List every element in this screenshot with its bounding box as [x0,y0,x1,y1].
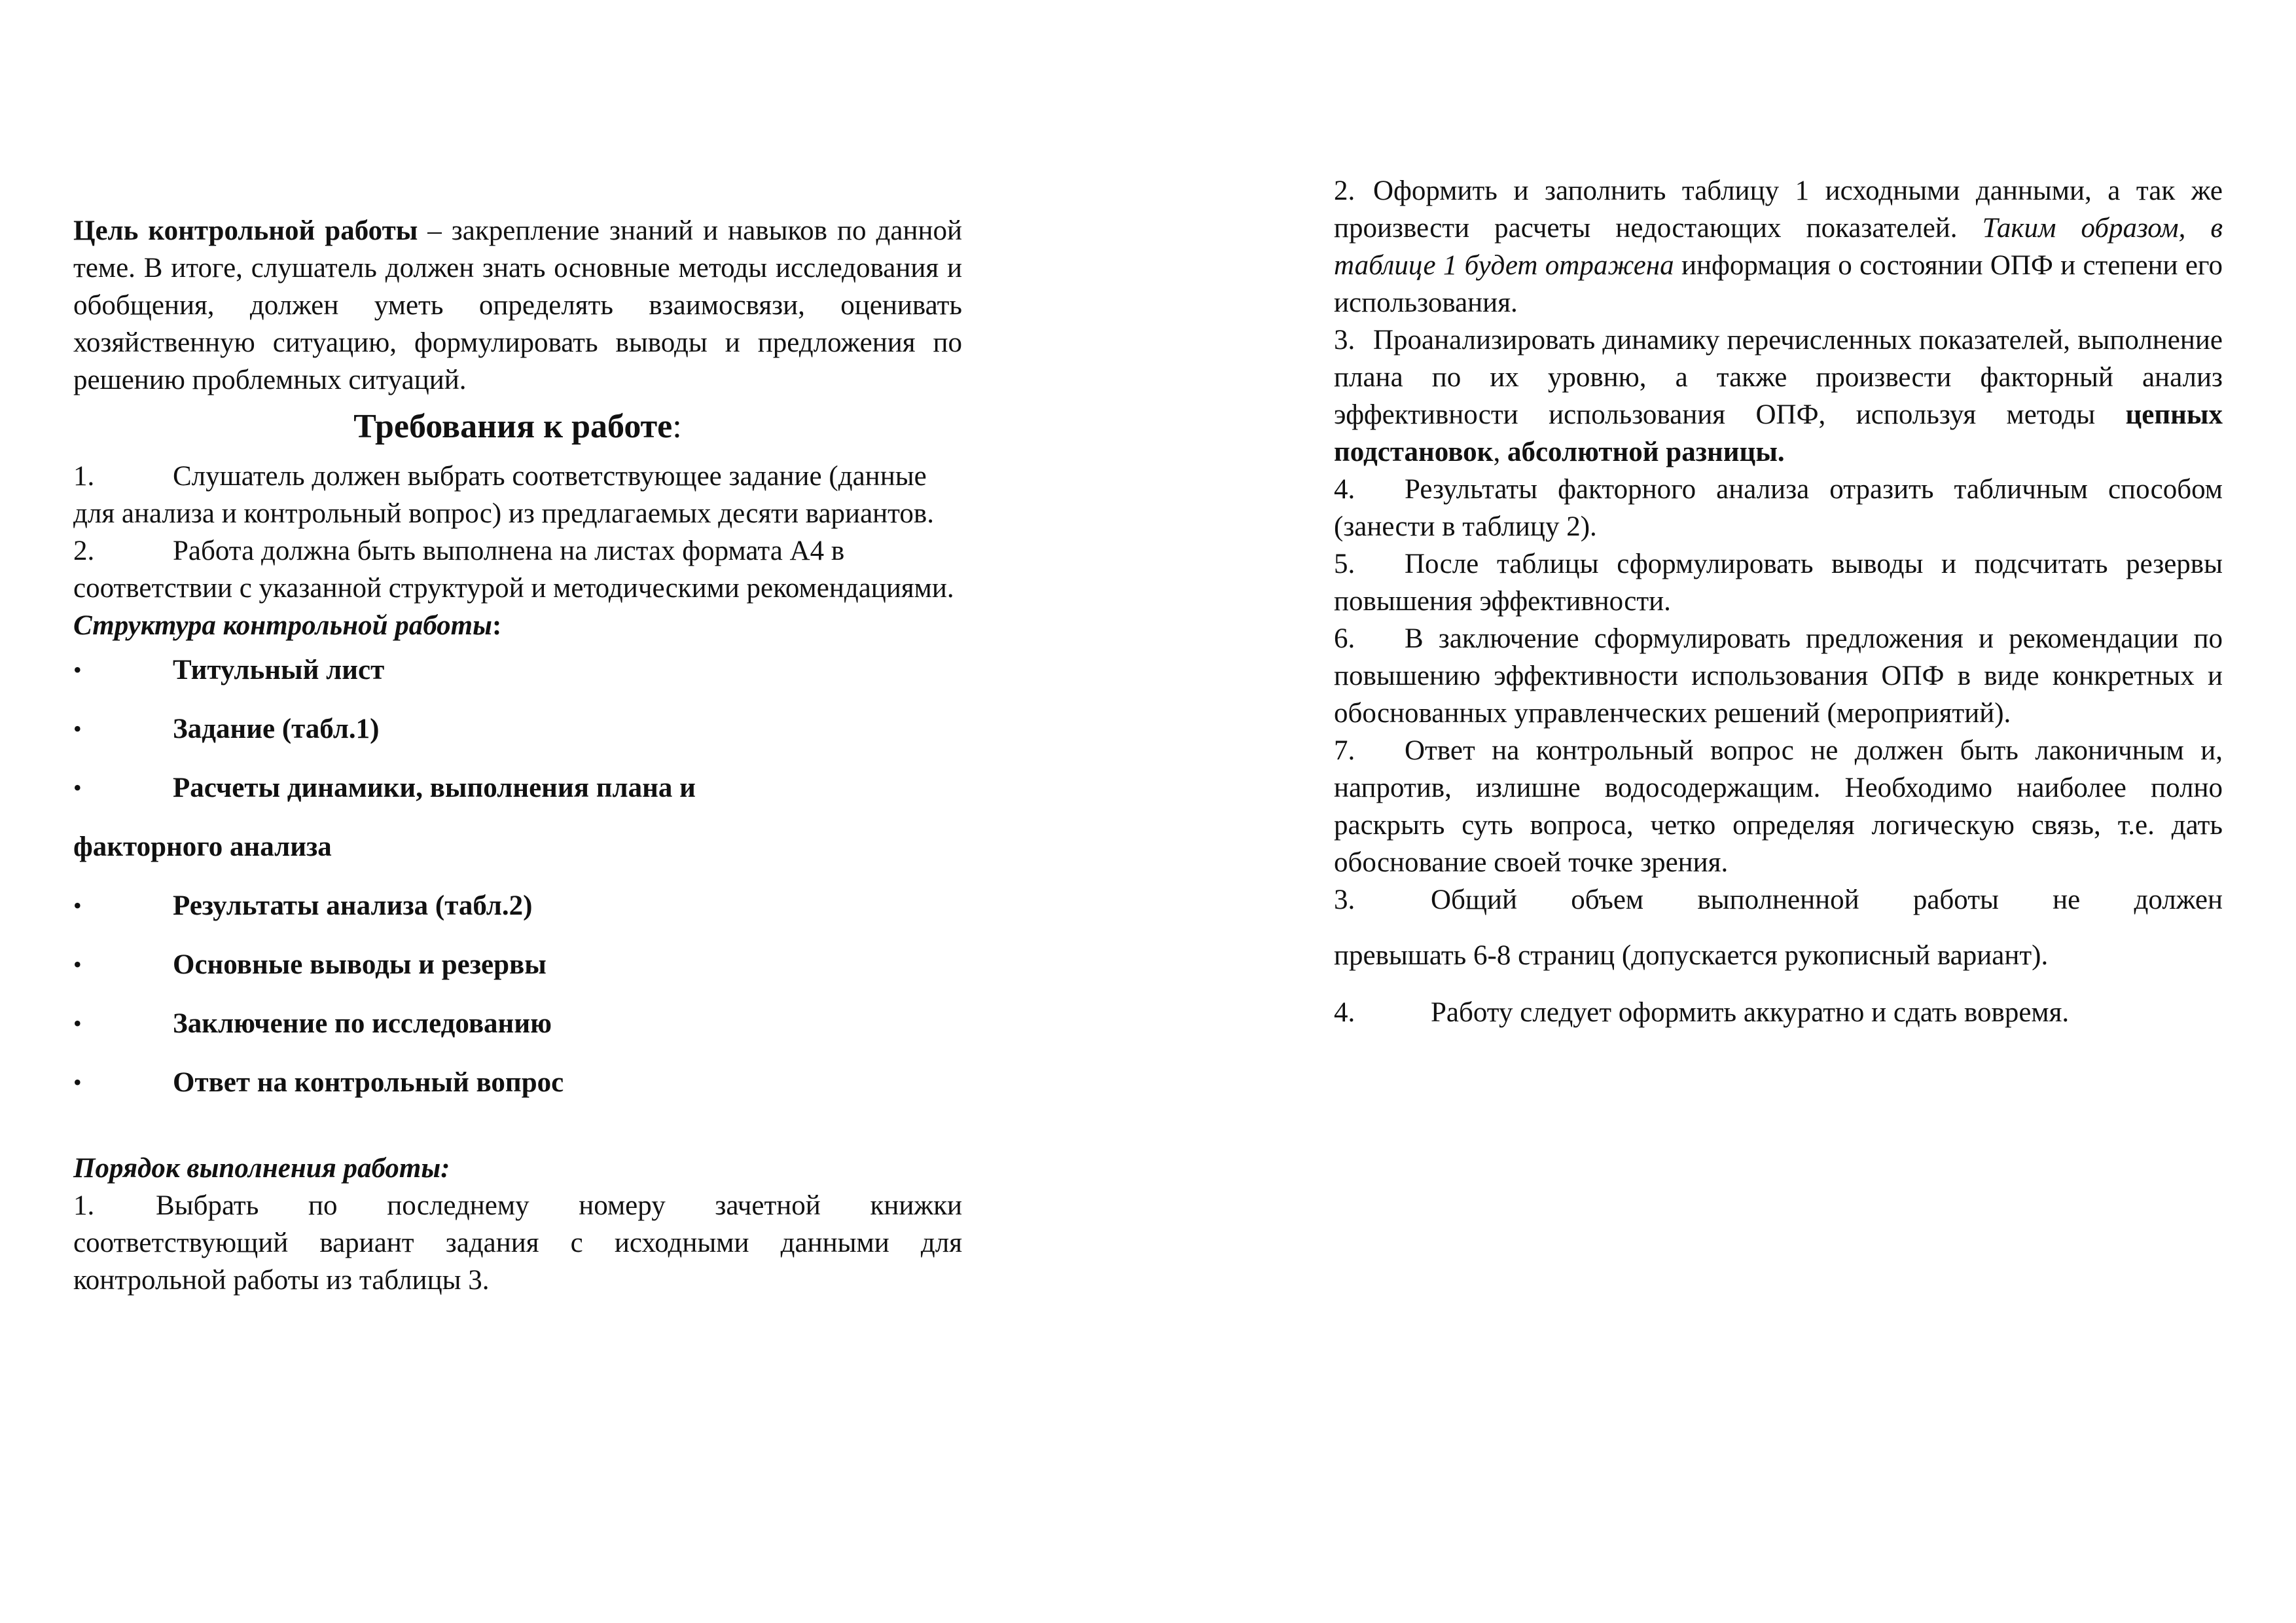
structure-item: • Результаты анализа (табл.2) [73,876,962,935]
structure-item: • Заключение по исследованию [73,994,962,1053]
order-item-8: 3. Общий объем выполненной работы не должен [1334,884,2223,915]
bullet-icon: • [73,951,82,977]
bullet-icon: • [73,774,82,801]
structure-item: • Задание (табл.1) [73,699,962,758]
order-item-8-continuation: превышать 6-8 страниц (допускается рукописный вариант). [1334,940,2049,971]
structure-title: Структура контрольной работы: [73,610,502,641]
intro-text: – закрепление знаний и навыков по данной теме. В итоге, слушатель должен знать основные методы исследования и обобщения, должен уметь определять взаимосвязи, оценивать хозяйственную ситуацию, формулировать выводы и предложения по решению проблемных ситуаций. [73,215,962,395]
structure-item: • Основные выводы и резервы [73,935,962,994]
structure-item-continuation: факторного анализа [73,831,332,862]
bullet-icon: • [73,1010,82,1036]
order-item-7: 7. Ответ на контрольный вопрос не должен быть лаконичным и, напротив, излишне водосодержащим. Необходимо наиболее полно раскрыть суть вопроса, четко определяя логическую связь, т.е. дать обоснование своей точке зрения. [1334,735,2223,878]
bullet-icon: • [73,1068,82,1095]
order-item-5: 5. После таблицы сформулировать выводы и подсчитать резервы повышения эффективности. [1334,549,2223,617]
order-item-1: 1. Выбрать по последнему номеру зачетной книжки соответствующий вариант задания с исходными данными для контрольной работы из таблицы 3. [73,1190,962,1296]
requirement-item-2: 2. Работа должна быть выполнена на листах формата А4 в соответствии с указанной структурой и методическими рекомендациями. [73,536,954,604]
bullet-icon: • [73,656,82,683]
structure-item: • Ответ на контрольный вопрос [73,1053,962,1112]
structure-list [73,640,962,1112]
structure-item: • Титульный лист [73,640,962,699]
order-item-6: 6. В заключение сформулировать предложения и рекомендации по повышению эффективности использования ОПФ в виде конкретных и обоснованных управленческих решений (мероприятий). [1334,623,2223,729]
intro-paragraph [73,212,962,399]
structure-item: • Расчеты динамики, выполнения плана и [73,758,962,817]
order-item-2: 2. Оформить и заполнить таблицу 1 исходными данными, а так же произвести расчеты недостающих показателей. Таким образом, в таблице 1 будет отражена информация о состоянии ОПФ и степени его использования. [1334,175,2223,318]
bullet-icon: • [73,892,82,919]
order-title: Порядок выполнения работы: [73,1153,450,1184]
right-column [1334,172,2223,1031]
intro-lead: Цель контрольной работы [73,215,418,246]
requirements-list [73,458,962,607]
order-item-9: 4. Работу следует оформить аккуратно и сдать вовремя. [1334,997,2070,1028]
left-column [73,212,962,1299]
order-item-4: 4. Результаты факторного анализа отразить табличным способом (занести в таблицу 2). [1334,474,2223,542]
bullet-icon: • [73,715,82,742]
requirement-item-1: 1. Слушатель должен выбрать соответствующее задание (данные для анализа и контрольный вопрос) из предлагаемых десяти вариантов. [73,461,934,529]
order-item-3: 3. Проанализировать динамику перечисленных показателей, выполнение плана по их уровню, а также произвести факторный анализ эффективности использования ОПФ, используя методы цепных подстановок, абсолютной разницы. [1334,325,2223,467]
requirements-title: Требования к работе: [353,408,682,445]
